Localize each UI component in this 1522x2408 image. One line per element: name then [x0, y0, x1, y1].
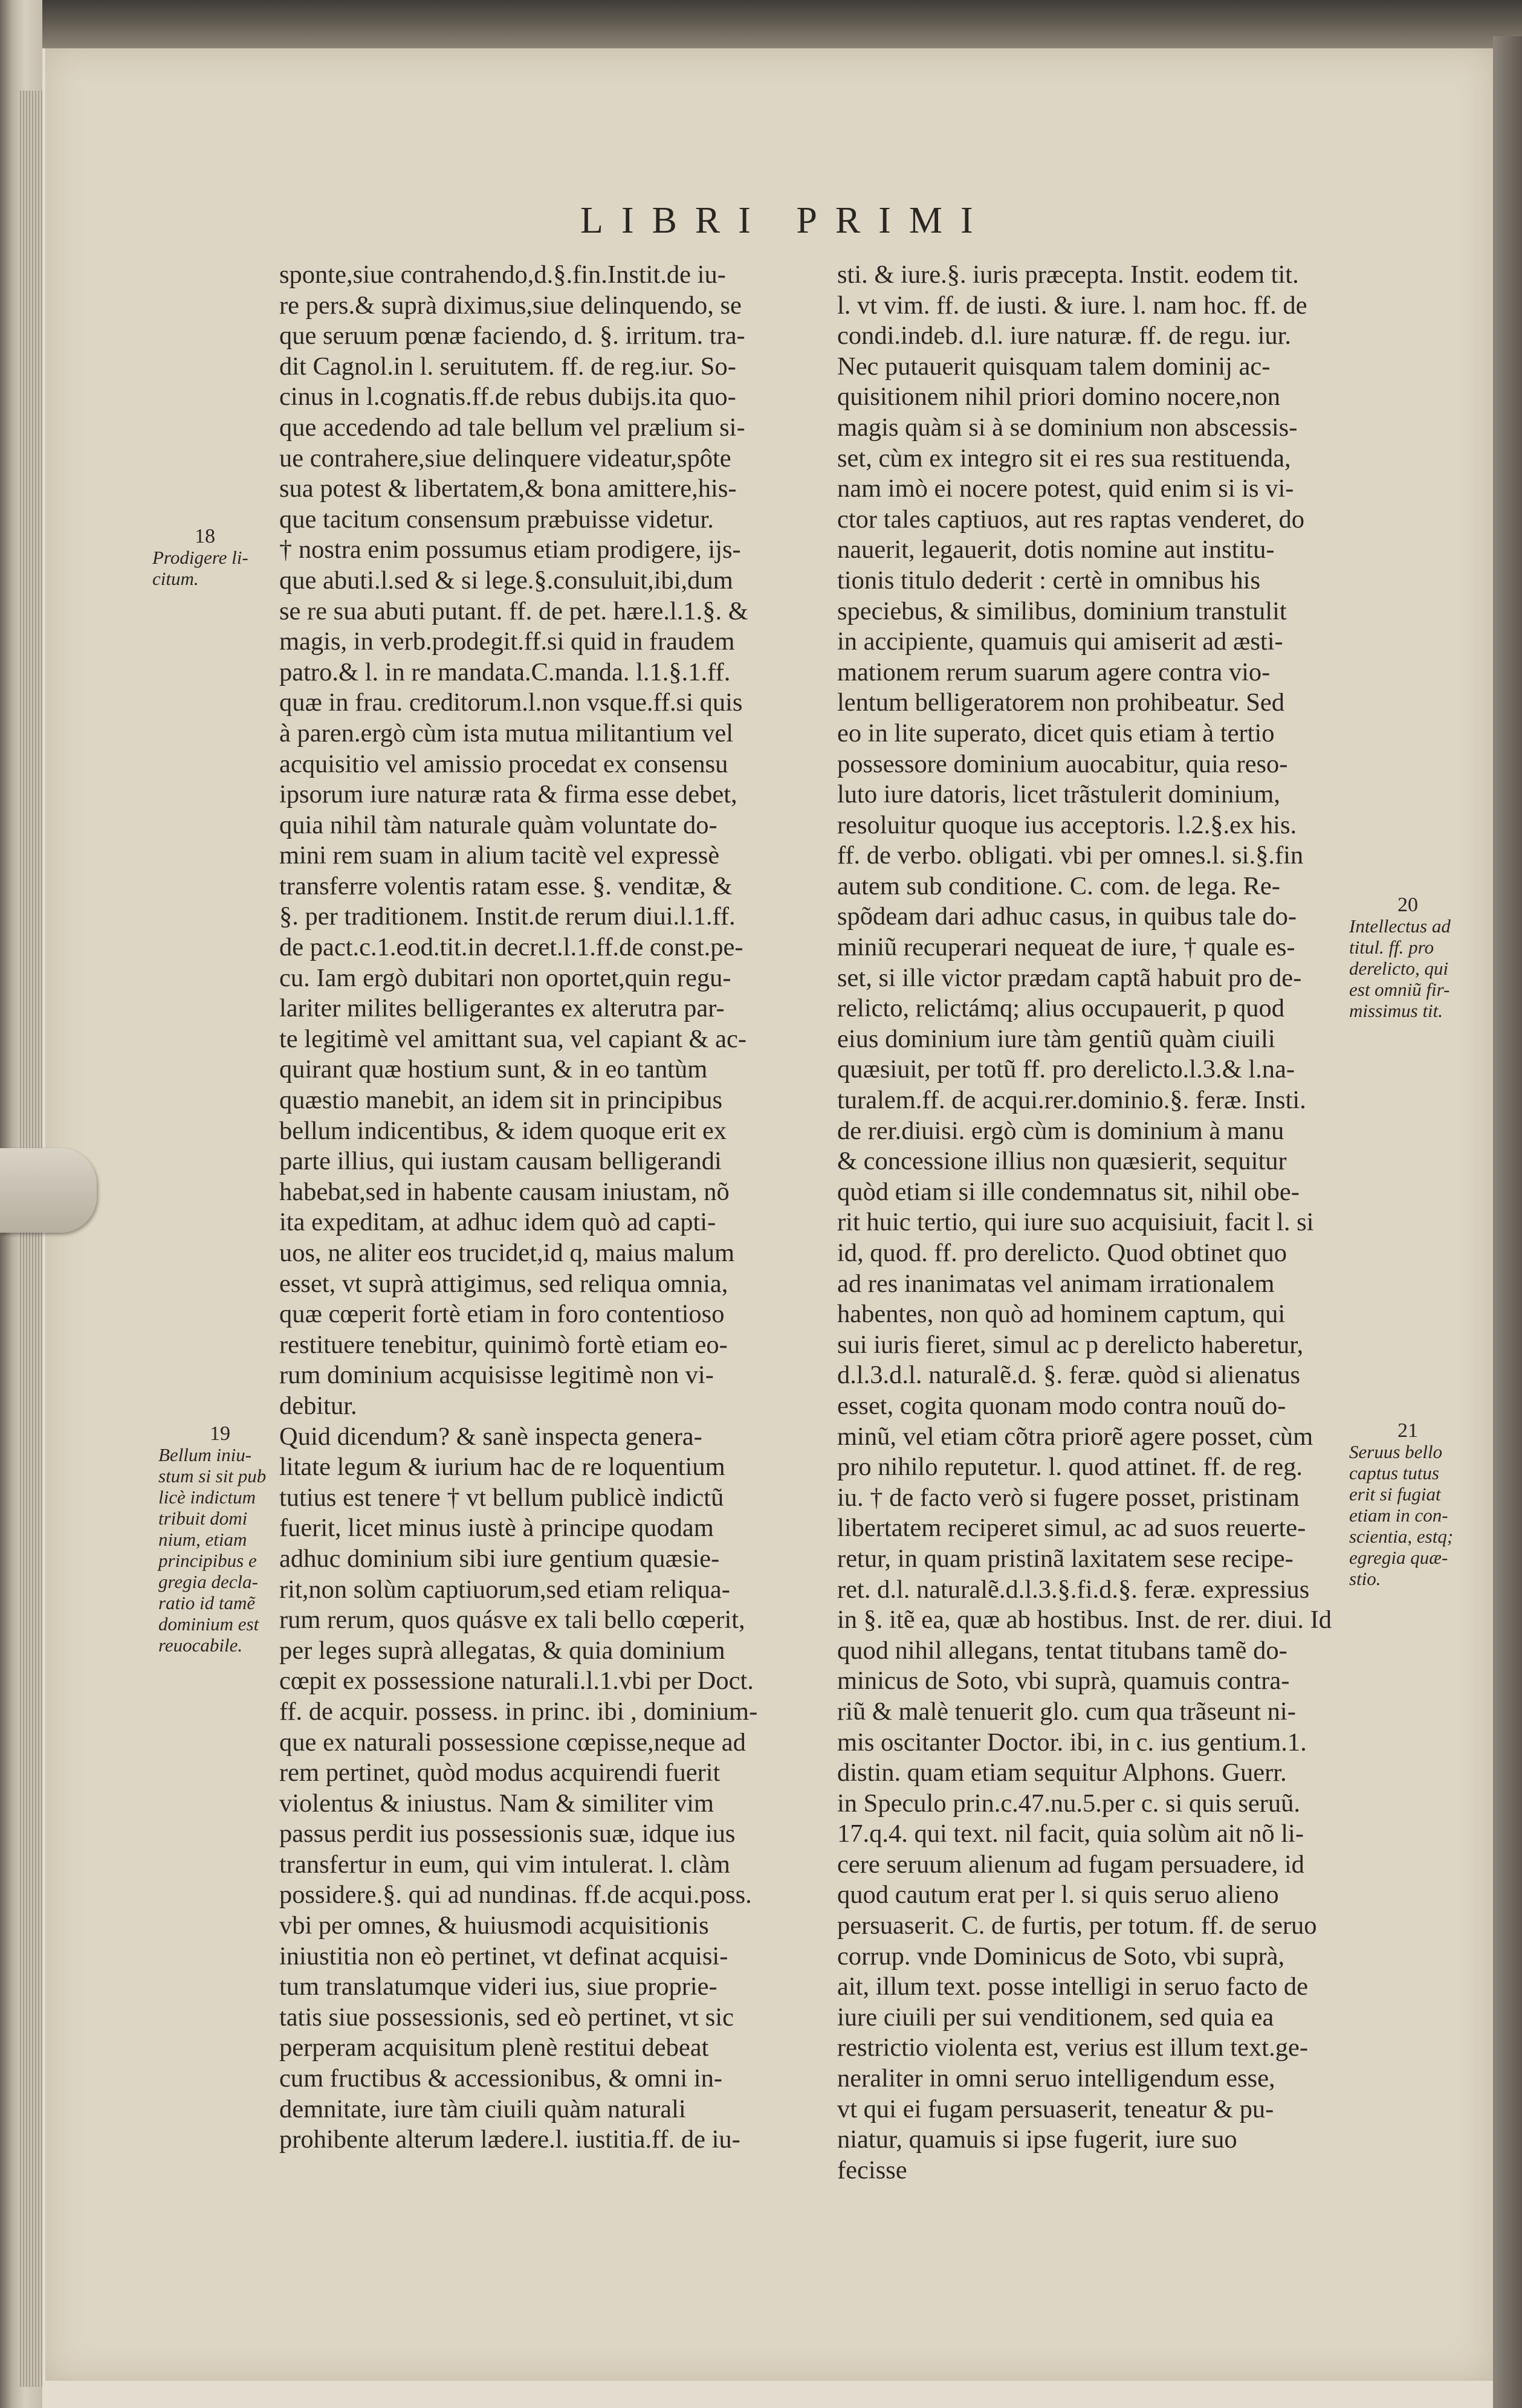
- text-line: possessore dominium auocabitur, quia reso-: [837, 749, 1288, 778]
- text-line: per leges suprà allegatas, & quia dominium: [279, 1636, 725, 1665]
- text-line: eo in lite superato, dicet quis etiam à tertio: [837, 718, 1275, 747]
- text-line: §. per traditionem. Instit.de rerum diui.l.1.ff.: [279, 902, 736, 931]
- text-line: patro.& l. in re mandata.C.manda. l.1.§.1.ff.: [279, 657, 731, 686]
- text-line: quæ in frau. creditorum.l.non vsque.ff.si quis: [279, 688, 743, 717]
- text-line: autem sub conditione. C. com. de lega. Re-: [837, 871, 1280, 900]
- margin-note-19: [158, 1423, 279, 1656]
- text-line: iniustitia non eò pertinet, vt definat acquisi-: [279, 1942, 728, 1971]
- text-line: in §. itẽ ea, quæ ab hostibus. Inst. de rer. diui. Id: [837, 1606, 1332, 1635]
- text-line: cum fructibus & accessionibus, & omni in-: [279, 2064, 723, 2093]
- margin-note-line: stio.: [1349, 1568, 1381, 1589]
- text-line: retur, in quam pristinã laxitatem sese recipe-: [837, 1544, 1294, 1573]
- text-line: ipsorum iure naturæ rata & firma esse debet,: [279, 780, 737, 809]
- text-line: † nostra enim possumus etiam prodigere, ijs-: [279, 535, 741, 564]
- text-line: in Speculo prin.c.47.nu.5.per c. si quis seruũ.: [837, 1789, 1301, 1818]
- text-line: set, cùm ex integro sit ei res sua restituenda,: [837, 444, 1291, 473]
- margin-note-line: reuocabile.: [158, 1635, 243, 1656]
- text-line: rum rerum, quos quásve ex tali bello cœperit,: [279, 1606, 745, 1635]
- margin-note-line: Seruus bello: [1349, 1441, 1443, 1462]
- text-line: transferre volentis ratam esse. §. venditæ, &: [279, 871, 733, 900]
- text-line: re pers.& suprà diximus,siue delinquendo, se: [279, 291, 742, 320]
- text-line: corrup. vnde Dominicus de Soto, vbi suprà,: [837, 1942, 1285, 1971]
- text-line: bellum indicentibus, & idem quoque erit ex: [279, 1116, 727, 1145]
- text-line: niatur, quamuis si ipse fugerit, iure suo: [837, 2125, 1237, 2154]
- text-line: & concessione illius non quæsierit, sequitur: [837, 1147, 1287, 1176]
- margin-note-line: dominium est: [158, 1613, 259, 1635]
- text-line: que accedendo ad tale bellum vel prælium si-: [279, 413, 745, 442]
- page-clip: [0, 1148, 97, 1233]
- text-line: cu. Iam ergò dubitari non oportet,quin regu-: [279, 963, 731, 992]
- text-line: riũ & malè tenuerit glo. cum qua trãseunt ni-: [837, 1697, 1296, 1726]
- margin-note-line: captus tutus: [1349, 1462, 1439, 1483]
- margin-note-line: Intellectus ad: [1349, 915, 1451, 937]
- text-line: te legitimè vel amittant sua, vel capiant & ac-: [279, 1024, 746, 1053]
- margin-note-line: tribuit domi: [158, 1508, 248, 1529]
- text-line: rit,non solùm captiuorum,sed etiam reliqua-: [279, 1575, 730, 1604]
- text-line: mis oscitanter Doctor. ibi, in c. ius gentium.1.: [837, 1728, 1307, 1757]
- text-line: prohibente alterum lædere.l. iustitia.ff. de iu-: [279, 2125, 740, 2154]
- text-line: tutius est tenere † vt bellum publicè indictũ: [279, 1483, 724, 1512]
- text-line: ita expeditam, at adhuc idem quò ad capti-: [279, 1208, 716, 1237]
- text-line: rem pertinet, quòd modus acquirendi fuerit: [279, 1758, 721, 1787]
- left-text-column: [279, 260, 790, 2155]
- text-line: quòd etiam si ille condemnatus sit, nihil obe-: [837, 1177, 1300, 1206]
- text-line: mationem rerum suarum agere contra vio-: [837, 657, 1271, 686]
- text-line: quod nihil allegans, tentat titubans tamẽ do-: [837, 1636, 1287, 1665]
- scan-right-edge: [1493, 36, 1522, 2408]
- margin-note-line: nium, etiam: [158, 1529, 247, 1550]
- text-line: de rer.diuisi. ergò cùm is dominium à manu: [837, 1116, 1284, 1145]
- text-line: que ex naturali possessione cœpisse,neque ad: [279, 1728, 746, 1757]
- text-line: cinus in l.cognatis.ff.de rebus dubijs.ita quo-: [279, 383, 736, 412]
- text-line: acquisitio vel amissio procedat ex consensu: [279, 749, 728, 778]
- text-line: quæsiuit, per totũ ff. pro derelicto.l.3.& l.na-: [837, 1055, 1295, 1084]
- text-line: que tacitum consensum præbuisse videtur.: [279, 505, 714, 534]
- text-line: in accipiente, quamuis qui amiserit ad æsti-: [837, 627, 1283, 656]
- margin-note-number: 18: [195, 525, 215, 547]
- text-line: sponte,siue contrahendo,d.§.fin.Instit.de iu-: [279, 260, 726, 289]
- margin-note-line: citum.: [152, 568, 199, 589]
- text-line: ad res inanimatas vel animam irrationalem: [837, 1269, 1275, 1298]
- text-line: relicto, relictámq; alius occupauerit, p quod: [837, 994, 1284, 1023]
- text-line: habentes, non quò ad hominem captum, qui: [837, 1300, 1286, 1329]
- margin-note-line: derelicto, qui: [1349, 958, 1449, 979]
- margin-note-line: stum si sit pub: [158, 1465, 267, 1486]
- text-line: restrictio violenta est, verius est illum text.ge-: [837, 2033, 1308, 2062]
- text-line: fecisse: [837, 2155, 907, 2184]
- text-line: parte illius, qui iustam causam belligerandi: [279, 1147, 722, 1176]
- text-line: perperam acquisitum plenè restitui debeat: [279, 2033, 709, 2062]
- text-line: lentum belligeratorem non prohibeatur. Sed: [837, 688, 1285, 717]
- text-line: ff. de acquir. possess. in princ. ibi , dominium-: [279, 1697, 758, 1726]
- text-line: d.l.3.d.l. naturalẽ.d. §. feræ. quòd si alienatus: [837, 1361, 1301, 1390]
- text-line: debitur.: [279, 1391, 357, 1420]
- text-line: tionis titulo dederit : certè in omnibus his: [837, 566, 1260, 595]
- text-line: restituere tenebitur, quinimò fortè etiam eo-: [279, 1330, 728, 1359]
- text-line: rit huic tertio, qui iure suo acquisiuit, facit l. si: [837, 1208, 1314, 1237]
- margin-note-line: principibus e: [158, 1550, 257, 1571]
- text-line: persuaserit. C. de furtis, per totum. ff. de seruo: [837, 1911, 1317, 1940]
- text-line: rum dominium acquisisse legitimè non vi-: [279, 1361, 714, 1390]
- text-line: dit Cagnol.in l. seruitutem. ff. de reg.iur. So-: [279, 352, 736, 381]
- margin-note-number: 21: [1397, 1419, 1418, 1442]
- text-line: Nec putauerit quisquam talem dominij ac-: [837, 352, 1271, 381]
- text-line: passus perdit ius possessionis suæ, idque ius: [279, 1819, 736, 1848]
- text-line: nauerit, legauerit, dotis nomine aut institu-: [837, 535, 1275, 564]
- text-line: libertatem reciperet simul, ac ad suos reuerte-: [837, 1514, 1306, 1543]
- text-line: id, quod. ff. pro derelicto. Quod obtinet quo: [837, 1239, 1287, 1267]
- margin-note-number: 19: [210, 1422, 230, 1445]
- text-line: quia nihil tàm naturale quàm voluntate do-: [279, 810, 717, 839]
- text-line: possidere.§. qui ad nundinas. ff.de acqui.poss.: [279, 1880, 752, 1909]
- text-line: condi.indeb. d.l. iure naturæ. ff. de regu. iur.: [837, 321, 1292, 350]
- text-line: miniũ recuperari nequeat de iure, † quale es-: [837, 933, 1295, 962]
- text-line: violentus & iniustus. Nam & similiter vim: [279, 1789, 714, 1818]
- text-line: uos, ne aliter eos trucidet,id q, maius malum: [279, 1239, 735, 1267]
- text-line: vbi per omnes, & huiusmodi acquisitionis: [279, 1911, 709, 1940]
- text-line: ret. d.l. naturalẽ.d.l.3.§.fi.d.§. feræ. expressius: [837, 1575, 1310, 1604]
- text-line: que seruum pœnæ faciendo, d. §. irritum. tra-: [279, 321, 745, 350]
- margin-note-line: gregia decla-: [158, 1571, 258, 1592]
- text-line: mini rem suam in alium tacitè vel expressè: [279, 841, 720, 870]
- text-line: Quid dicendum? & sanè inspecta genera-: [279, 1422, 702, 1451]
- text-line: 17.q.4. qui text. nil facit, quia solùm ait nõ li-: [837, 1819, 1304, 1848]
- text-line: de pact.c.1.eod.tit.in decret.l.1.ff.de const.pe-: [279, 933, 743, 962]
- text-line: vt qui ei fugam persuaserit, teneatur & pu-: [837, 2094, 1274, 2123]
- text-line: turalem.ff. de acqui.rer.dominio.§. feræ. Insti.: [837, 1086, 1306, 1115]
- margin-note-21: [1349, 1420, 1476, 1589]
- text-line: lariter milites belligerantes ex alterutra par-: [279, 994, 725, 1023]
- text-line: ff. de verbo. obligati. vbi per omnes.l. si.§.fin: [837, 841, 1304, 870]
- text-line: esset, cogita quonam modo contra nouũ do-: [837, 1391, 1286, 1420]
- margin-note-line: egregia quæ-: [1349, 1547, 1448, 1568]
- text-line: cœpit ex possessione naturali.l.1.vbi per Doct.: [279, 1667, 754, 1696]
- text-line: demnitate, iure tàm ciuili quàm naturali: [279, 2094, 686, 2123]
- text-line: luto iure datoris, licet trãstulerit dominium,: [837, 780, 1280, 809]
- text-line: minicus de Soto, vbi suprà, quamuis contra-: [837, 1667, 1290, 1696]
- text-line: cere seruum alienum ad fugam persuadere, id: [837, 1850, 1304, 1879]
- text-line: neraliter in omni seruo intelligendum esse,: [837, 2064, 1275, 2093]
- text-line: l. vt vim. ff. de iusti. & iure. l. nam hoc. ff. de: [837, 291, 1307, 320]
- text-line: que abuti.l.sed & si lege.§.consuluit,ibi,dum: [279, 566, 733, 595]
- text-line: ue contrahere,siue delinquere videatur,spôte: [279, 444, 731, 473]
- text-line: resoluitur quoque ius acceptoris. l.2.§.ex his.: [837, 810, 1297, 839]
- text-line: se re sua abuti putant. ff. de pet. hære.l.1.§. &: [279, 596, 748, 625]
- text-line: tatis siue possessionis, sed eò pertinet, vt sic: [279, 2003, 734, 2032]
- margin-note-line: licè indictum: [158, 1486, 256, 1508]
- text-line: litate legum & iurium hac de re loquentium: [279, 1453, 725, 1482]
- scan-top-edge: [0, 0, 1522, 48]
- text-line: habebat,sed in habente causam iniustam, nõ: [279, 1177, 730, 1206]
- text-line: iu. † de facto verò si fugere posset, pristinam: [837, 1483, 1300, 1512]
- text-line: iure ciuili per sui venditionem, sed quia ea: [837, 2003, 1274, 2032]
- text-line: quisitionem nihil priori domino nocere,non: [837, 383, 1281, 412]
- text-line: set, si ille victor prædam captã habuit pro de-: [837, 963, 1302, 992]
- margin-note-20: [1349, 894, 1476, 1021]
- text-line: distin. quam etiam sequitur Alphons. Guerr.: [837, 1758, 1287, 1787]
- text-line: ctor tales captiuos, aut res raptas venderet, do: [837, 505, 1304, 534]
- text-line: magis, in verb.prodegit.ff.si quid in fraudem: [279, 627, 735, 656]
- text-line: tum translatumque videri ius, siue proprie-: [279, 1972, 717, 2001]
- text-line: esset, vt suprà attigimus, sed reliqua omnia,: [279, 1269, 728, 1298]
- text-line: adhuc dominium sibi iure gentium quæsie-: [279, 1544, 720, 1573]
- margin-note-line: erit si fugiat: [1349, 1483, 1441, 1505]
- margin-note-number: 20: [1397, 894, 1418, 916]
- text-line: magis quàm si à se dominium non abscessis-: [837, 413, 1298, 442]
- text-line: fuerit, licet minus iustè à principe quodam: [279, 1514, 714, 1543]
- running-head: LIBRI PRIMI: [580, 200, 991, 241]
- text-line: quæ cœperit fortè etiam in foro contentioso: [279, 1300, 725, 1329]
- text-line: eius dominium iure tàm gentiũ quàm ciuili: [837, 1024, 1275, 1053]
- text-line: minũ, vel etiam cõtra priorẽ agere posset, cùm: [837, 1422, 1313, 1451]
- text-line: sui iuris fieret, simul ac p derelicto haberetur,: [837, 1330, 1304, 1359]
- margin-note-line: ratio id tamẽ: [158, 1592, 256, 1613]
- right-text-column: [837, 260, 1348, 2186]
- text-line: sti. & iure.§. iuris præcepta. Instit. eodem tit.: [837, 260, 1299, 289]
- text-line: pro nihilo reputetur. l. quod attinet. ff. de reg.: [837, 1453, 1303, 1482]
- text-line: quirant quæ hostium sunt, & in eo tantùm: [279, 1055, 708, 1084]
- margin-note-18: [152, 526, 273, 589]
- margin-note-line: est omniũ fir-: [1349, 979, 1450, 1000]
- margin-note-line: Prodigere li-: [152, 547, 248, 568]
- margin-note-line: etiam in con-: [1349, 1505, 1448, 1526]
- text-line: à paren.ergò cùm ista mutua militantium vel: [279, 718, 734, 747]
- margin-note-line: missimus tit.: [1349, 1000, 1443, 1021]
- text-line: nam imò ei nocere potest, quid enim si is vi-: [837, 474, 1294, 503]
- text-line: sua potest & libertatem,& bona amittere,his-: [279, 474, 737, 503]
- text-line: spõdeam dari adhuc casus, in quibus tale do-: [837, 902, 1297, 931]
- text-line: ait, illum text. posse intelligi in seruo facto de: [837, 1972, 1309, 2001]
- margin-note-line: titul. ff. pro: [1349, 937, 1434, 958]
- margin-note-line: Bellum iniu-: [158, 1444, 252, 1465]
- text-line: speciebus, & similibus, dominium transtulit: [837, 596, 1287, 625]
- text-line: quod cautum erat per l. si quis seruo alieno: [837, 1880, 1279, 1909]
- margin-note-line: scientia, estq;: [1349, 1526, 1454, 1547]
- text-line: quæstio manebit, an idem sit in principibus: [279, 1086, 723, 1115]
- page-leaf-edges: [18, 91, 42, 2387]
- text-line: transfertur in eum, qui vim intulerat. l. clàm: [279, 1850, 730, 1879]
